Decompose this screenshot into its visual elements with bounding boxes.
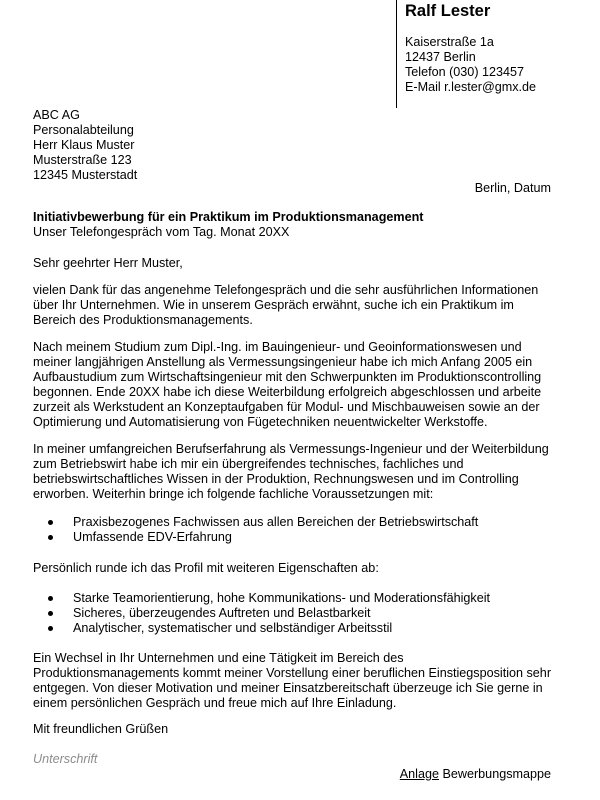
list-item-text: Analytischer, systematischer und selbständiger Arbeitsstil (73, 621, 393, 635)
list-item (48, 591, 490, 606)
attachment-text: Bewerbungsmappe (438, 767, 551, 781)
recipient-company: ABC AG (33, 108, 80, 122)
sender-phone: Telefon (030) 123457 (405, 65, 525, 79)
bullet-list-professional (48, 515, 478, 545)
paragraph-line: Aufbaustudium zum Wirtschaftsingenieur mit den Schwerpunkten im Produktionscontrolling (33, 370, 542, 384)
list-item-text: Starke Teamorientierung, hohe Kommunikations- und Moderationsfähigkeit (73, 591, 490, 605)
subject-line: Initiativbewerbung für ein Praktikum im Produktionsmanagement (33, 210, 424, 224)
reference-line: Unser Telefongespräch vom Tag. Monat 20XX (33, 225, 290, 239)
salutation: Sehr geehrter Herr Muster, (33, 256, 183, 270)
list-item-text: Sicheres, überzeugendes Auftreten und Belastbarkeit (73, 606, 371, 620)
sender-email: E-Mail r.lester@gmx.de (405, 80, 537, 94)
paragraph-intro (33, 283, 563, 328)
paragraph-line: Bereich des Produktionsmanagements. (33, 313, 253, 327)
signature-placeholder: Unterschrift (33, 752, 98, 766)
bullet-icon (48, 535, 53, 540)
paragraph-line: Ein Wechsel in Ihr Unternehmen und eine Tätigkeit im Bereich des (33, 651, 404, 665)
paragraph-line: betriebswirtschaftliches Wissen in der Produktion, Rechnungswesen und im Controlling (33, 472, 519, 486)
recipient-department: Personalabteilung (33, 123, 134, 137)
paragraph-line: erworben. Weiterhin bringe ich folgende fachliche Voraussetzungen mit: (33, 487, 434, 501)
paragraph-line: In meiner umfangreichen Berufserfahrung als Vermessungs-Ingenieur und der Weiterbildung (33, 442, 549, 456)
bullet-icon (48, 611, 53, 616)
paragraph-line: Optimierung und Automatisierung von Fügetechniken neuentwickelter Werkstoffe. (33, 415, 488, 429)
place-date: Berlin, Datum (474, 181, 551, 195)
paragraph-line: meiner langjährigen Anstellung als Vermessungsingenieur habe ich mich Anfang 2005 ein (33, 355, 533, 369)
list-item-text: Praxisbezogenes Fachwissen aus allen Bereichen der Betriebswirtschaft (73, 515, 479, 529)
paragraph-line: entgegen. Von dieser Motivation und meiner Einsatzbereitschaft überzeuge ich Sie gerne in (33, 681, 543, 695)
list-item (48, 606, 490, 621)
paragraph-motivation (33, 651, 563, 711)
paragraph-line: über Ihr Unternehmen. Wie in unserem Gespräch erwähnt, suche ich ein Praktikum im (33, 298, 514, 312)
bullet-list-personal (48, 591, 490, 636)
paragraph-education (33, 340, 563, 430)
list-item (48, 515, 478, 530)
sender-street: Kaiserstraße 1a (405, 35, 494, 49)
personal-intro: Persönlich runde ich das Profil mit weiteren Eigenschaften ab: (33, 561, 379, 575)
list-item (48, 530, 478, 545)
attachment-label: Anlage (399, 767, 439, 781)
paragraph-line: einem persönlichen Gespräch und freue mich auf Ihre Einladung. (33, 696, 397, 710)
paragraph-line: Produktionsmanagements kommt meiner Vorstellung einer beruflichen Einstiegsposition sehr (33, 666, 552, 680)
recipient-address (33, 108, 137, 183)
paragraph-line: begonnen. Ende 20XX habe ich diese Weiterbildung erfolgreich abgeschlossen und arbeite (33, 385, 542, 399)
paragraph-experience (33, 442, 563, 502)
bullet-icon (48, 626, 53, 631)
paragraph-line: vielen Dank für das angenehme Telefongespräch und die sehr ausführlichen Informationen (33, 283, 539, 297)
closing-phrase: Mit freundlichen Grüßen (33, 722, 169, 736)
paragraph-line: zum Betriebswirt habe ich mir ein übergreifendes technisches, fachliches und (33, 457, 464, 471)
sender-divider-line (396, 0, 397, 108)
sender-address (405, 35, 536, 95)
list-item (48, 621, 490, 636)
sender-name: Ralf Lester (405, 2, 491, 20)
list-item-text: Umfassende EDV-Erfahrung (73, 530, 232, 544)
recipient-street: Musterstraße 123 (33, 153, 132, 167)
paragraph-line: Nach meinem Studium zum Dipl.-Ing. im Bauingenieur- und Geoinformationswesen und (33, 340, 522, 354)
recipient-city: 12345 Musterstadt (33, 168, 138, 182)
bullet-icon (48, 520, 53, 525)
sender-city: 12437 Berlin (405, 50, 476, 64)
recipient-person: Herr Klaus Muster (33, 138, 135, 152)
attachment-note (400, 767, 551, 782)
paragraph-line: zurzeit als Werkstudent an Konzeptaufgaben für Modul- und Mischbauweisen sowie an der (33, 400, 540, 414)
bullet-icon (48, 596, 53, 601)
